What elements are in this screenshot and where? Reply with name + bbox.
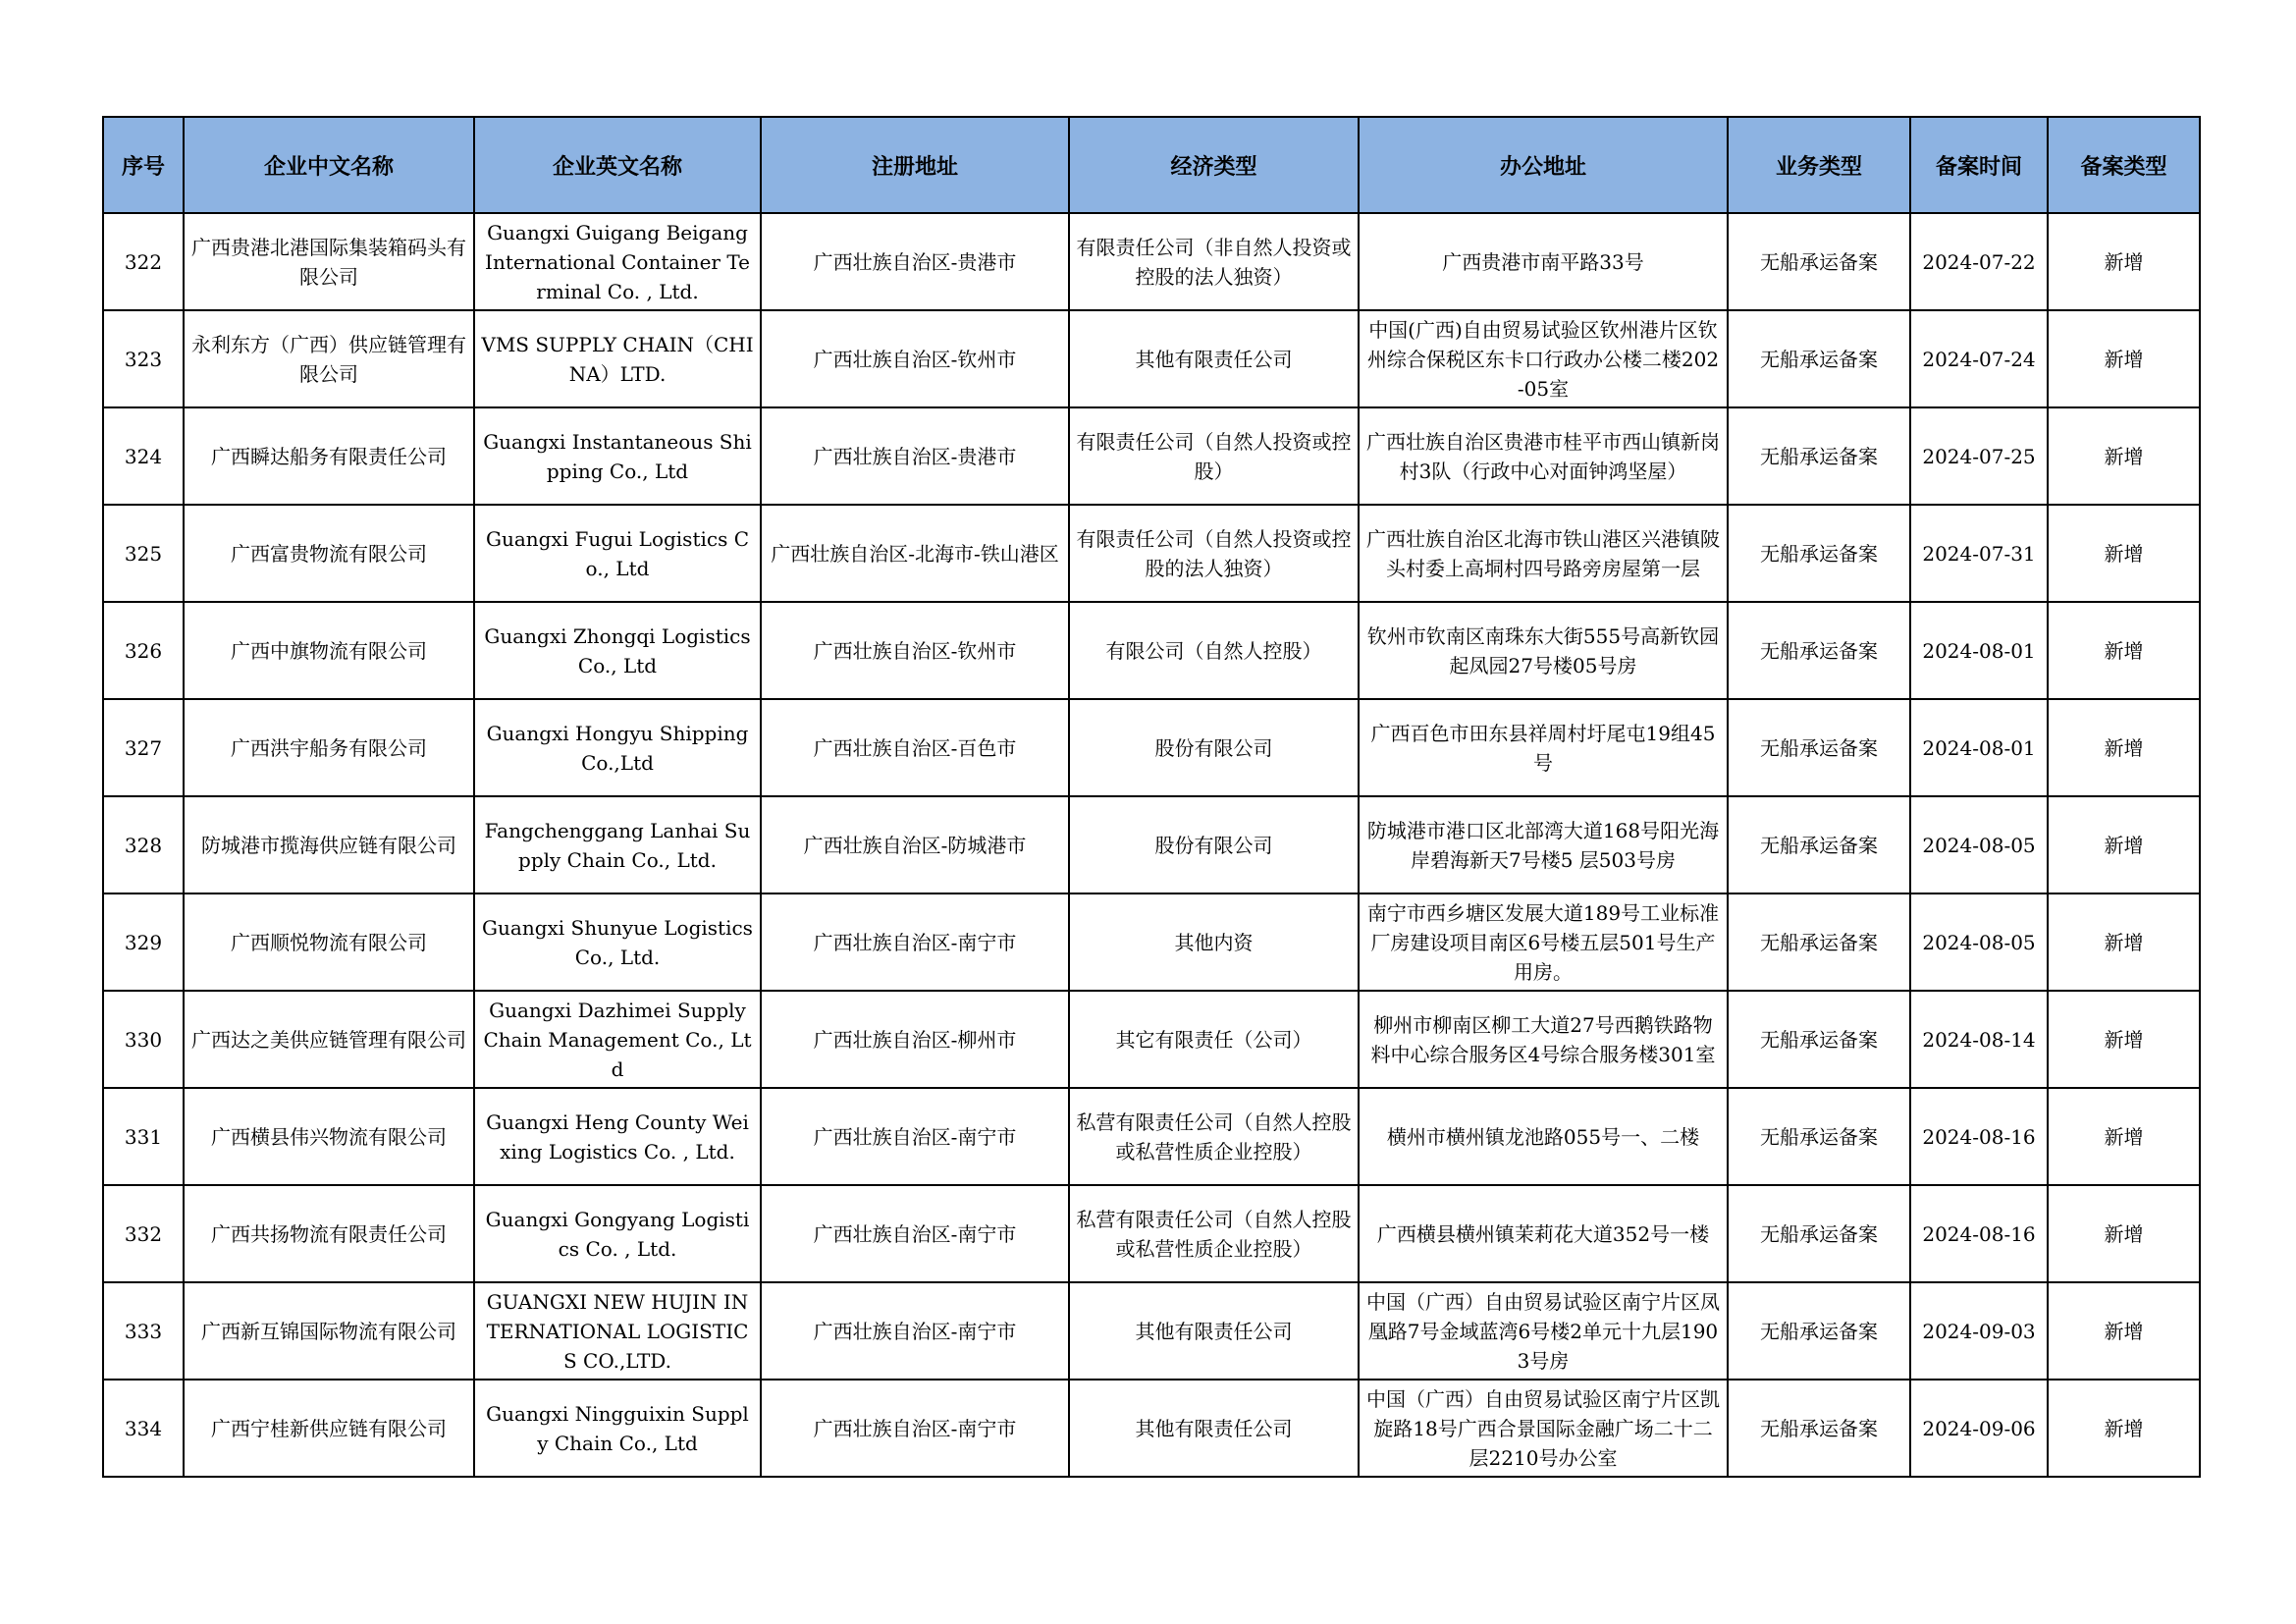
cell-cn-name: 广西宁桂新供应链有限公司 (184, 1380, 474, 1477)
cell-filing-type: 新增 (2048, 213, 2200, 310)
cell-cn-name: 广西新互锦国际物流有限公司 (184, 1282, 474, 1380)
cell-business-type: 无船承运备案 (1728, 602, 1910, 699)
cell-seq: 328 (103, 796, 184, 893)
cell-cn-name: 广西贵港北港国际集装箱码头有限公司 (184, 213, 474, 310)
cell-en-name: Guangxi Zhongqi Logistics Co., Ltd (474, 602, 761, 699)
cell-seq: 324 (103, 407, 184, 505)
cell-economic-type: 其他内资 (1069, 893, 1359, 991)
table-row (103, 1088, 2200, 1185)
cell-business-type: 无船承运备案 (1728, 991, 1910, 1088)
cell-business-type: 无船承运备案 (1728, 310, 1910, 407)
table-row (103, 602, 2200, 699)
cell-seq: 327 (103, 699, 184, 796)
table-body (103, 213, 2200, 1477)
cell-reg-address: 广西壮族自治区-南宁市 (761, 1088, 1069, 1185)
cell-economic-type: 其他有限责任公司 (1069, 310, 1359, 407)
cell-seq: 331 (103, 1088, 184, 1185)
cell-business-type: 无船承运备案 (1728, 1282, 1910, 1380)
cell-filing-date: 2024-07-24 (1910, 310, 2048, 407)
cell-reg-address: 广西壮族自治区-钦州市 (761, 310, 1069, 407)
table-row (103, 505, 2200, 602)
cell-en-name: VMS SUPPLY CHAIN（CHINA）LTD. (474, 310, 761, 407)
cell-business-type: 无船承运备案 (1728, 893, 1910, 991)
cell-filing-date: 2024-07-31 (1910, 505, 2048, 602)
cell-cn-name: 广西富贵物流有限公司 (184, 505, 474, 602)
cell-filing-type: 新增 (2048, 991, 2200, 1088)
cell-filing-date: 2024-09-06 (1910, 1380, 2048, 1477)
cell-economic-type: 有限责任公司（非自然人投资或控股的法人独资） (1069, 213, 1359, 310)
cell-filing-type: 新增 (2048, 407, 2200, 505)
cell-en-name: Guangxi Guigang Beigang International Container Terminal Co. , Ltd. (474, 213, 761, 310)
cell-filing-type: 新增 (2048, 699, 2200, 796)
cell-economic-type: 股份有限公司 (1069, 796, 1359, 893)
cell-economic-type: 私营有限责任公司（自然人控股或私营性质企业控股） (1069, 1088, 1359, 1185)
table-row (103, 796, 2200, 893)
cell-filing-type: 新增 (2048, 505, 2200, 602)
cell-business-type: 无船承运备案 (1728, 213, 1910, 310)
cell-en-name: GUANGXI NEW HUJIN INTERNATIONAL LOGISTICS CO.,LTD. (474, 1282, 761, 1380)
cell-business-type: 无船承运备案 (1728, 505, 1910, 602)
header-seq: 序号 (103, 117, 184, 213)
cell-seq: 325 (103, 505, 184, 602)
cell-en-name: Guangxi Instantaneous Shipping Co., Ltd (474, 407, 761, 505)
table-row (103, 310, 2200, 407)
cell-filing-type: 新增 (2048, 310, 2200, 407)
cell-economic-type: 私营有限责任公司（自然人控股或私营性质企业控股） (1069, 1185, 1359, 1282)
cell-en-name: Guangxi Shunyue Logistics Co., Ltd. (474, 893, 761, 991)
cell-seq: 334 (103, 1380, 184, 1477)
cell-cn-name: 广西达之美供应链管理有限公司 (184, 991, 474, 1088)
cell-filing-date: 2024-08-01 (1910, 602, 2048, 699)
cell-en-name: Guangxi Dazhimei Supply Chain Management Co., Ltd (474, 991, 761, 1088)
header-cn-name: 企业中文名称 (184, 117, 474, 213)
cell-seq: 333 (103, 1282, 184, 1380)
cell-business-type: 无船承运备案 (1728, 407, 1910, 505)
cell-economic-type: 有限公司（自然人控股） (1069, 602, 1359, 699)
cell-filing-date: 2024-08-01 (1910, 699, 2048, 796)
cell-reg-address: 广西壮族自治区-南宁市 (761, 1282, 1069, 1380)
cell-economic-type: 股份有限公司 (1069, 699, 1359, 796)
cell-office-address: 钦州市钦南区南珠东大街555号高新钦园起凤园27号楼05号房 (1359, 602, 1728, 699)
cell-business-type: 无船承运备案 (1728, 1380, 1910, 1477)
header-filing-type: 备案类型 (2048, 117, 2200, 213)
cell-filing-date: 2024-08-16 (1910, 1088, 2048, 1185)
cell-economic-type: 其他有限责任公司 (1069, 1380, 1359, 1477)
cell-filing-date: 2024-09-03 (1910, 1282, 2048, 1380)
table-row (103, 407, 2200, 505)
cell-seq: 322 (103, 213, 184, 310)
cell-office-address: 南宁市西乡塘区发展大道189号工业标准厂房建设项目南区6号楼五层501号生产用房。 (1359, 893, 1728, 991)
cell-cn-name: 广西中旗物流有限公司 (184, 602, 474, 699)
cell-en-name: Guangxi Hongyu Shipping Co.,Ltd (474, 699, 761, 796)
cell-office-address: 广西壮族自治区贵港市桂平市西山镇新岗村3队（行政中心对面钟鸿坚屋） (1359, 407, 1728, 505)
cell-cn-name: 广西横县伟兴物流有限公司 (184, 1088, 474, 1185)
cell-office-address: 中国（广西）自由贸易试验区南宁片区凯旋路18号广西合景国际金融广场二十二层2210号办公室 (1359, 1380, 1728, 1477)
cell-office-address: 柳州市柳南区柳工大道27号西鹅铁路物料中心综合服务区4号综合服务楼301室 (1359, 991, 1728, 1088)
cell-en-name: Guangxi Ningguixin Supply Chain Co., Ltd (474, 1380, 761, 1477)
cell-filing-type: 新增 (2048, 796, 2200, 893)
header-reg-address: 注册地址 (761, 117, 1069, 213)
header-business-type: 业务类型 (1728, 117, 1910, 213)
cell-seq: 329 (103, 893, 184, 991)
cell-en-name: Guangxi Fugui Logistics Co., Ltd (474, 505, 761, 602)
cell-business-type: 无船承运备案 (1728, 699, 1910, 796)
cell-office-address: 广西壮族自治区北海市铁山港区兴港镇陂头村委上高垌村四号路旁房屋第一层 (1359, 505, 1728, 602)
cell-business-type: 无船承运备案 (1728, 1088, 1910, 1185)
cell-filing-date: 2024-08-05 (1910, 893, 2048, 991)
cell-economic-type: 有限责任公司（自然人投资或控股的法人独资） (1069, 505, 1359, 602)
cell-office-address: 横州市横州镇龙池路055号一、二楼 (1359, 1088, 1728, 1185)
cell-reg-address: 广西壮族自治区-贵港市 (761, 407, 1069, 505)
header-filing-date: 备案时间 (1910, 117, 2048, 213)
cell-filing-date: 2024-08-14 (1910, 991, 2048, 1088)
cell-business-type: 无船承运备案 (1728, 796, 1910, 893)
table-row (103, 893, 2200, 991)
cell-office-address: 广西贵港市南平路33号 (1359, 213, 1728, 310)
cell-filing-type: 新增 (2048, 893, 2200, 991)
cell-office-address: 防城港市港口区北部湾大道168号阳光海岸碧海新天7号楼5 层503号房 (1359, 796, 1728, 893)
cell-office-address: 中国(广西)自由贸易试验区钦州港片区钦州综合保税区东卡口行政办公楼二楼202 -05室 (1359, 310, 1728, 407)
cell-reg-address: 广西壮族自治区-南宁市 (761, 1185, 1069, 1282)
filing-table (102, 116, 2201, 1478)
cell-office-address: 广西百色市田东县祥周村圩尾屯19组45号 (1359, 699, 1728, 796)
cell-cn-name: 广西共扬物流有限责任公司 (184, 1185, 474, 1282)
cell-office-address: 中国（广西）自由贸易试验区南宁片区凤凰路7号金域蓝湾6号楼2单元十九层1903号房 (1359, 1282, 1728, 1380)
cell-filing-type: 新增 (2048, 1185, 2200, 1282)
cell-filing-type: 新增 (2048, 602, 2200, 699)
cell-cn-name: 防城港市揽海供应链有限公司 (184, 796, 474, 893)
cell-reg-address: 广西壮族自治区-钦州市 (761, 602, 1069, 699)
cell-filing-type: 新增 (2048, 1380, 2200, 1477)
cell-reg-address: 广西壮族自治区-柳州市 (761, 991, 1069, 1088)
cell-reg-address: 广西壮族自治区-北海市-铁山港区 (761, 505, 1069, 602)
cell-filing-date: 2024-07-25 (1910, 407, 2048, 505)
cell-en-name: Fangchenggang Lanhai Supply Chain Co., Ltd. (474, 796, 761, 893)
cell-economic-type: 其他有限责任公司 (1069, 1282, 1359, 1380)
table-row (103, 1185, 2200, 1282)
cell-cn-name: 广西洪宇船务有限公司 (184, 699, 474, 796)
cell-cn-name: 广西顺悦物流有限公司 (184, 893, 474, 991)
cell-reg-address: 广西壮族自治区-南宁市 (761, 1380, 1069, 1477)
cell-reg-address: 广西壮族自治区-百色市 (761, 699, 1069, 796)
cell-filing-type: 新增 (2048, 1088, 2200, 1185)
cell-filing-date: 2024-08-16 (1910, 1185, 2048, 1282)
cell-business-type: 无船承运备案 (1728, 1185, 1910, 1282)
table-row (103, 1282, 2200, 1380)
cell-office-address: 广西横县横州镇茉莉花大道352号一楼 (1359, 1185, 1728, 1282)
cell-filing-date: 2024-07-22 (1910, 213, 2048, 310)
cell-filing-date: 2024-08-05 (1910, 796, 2048, 893)
header-office-address: 办公地址 (1359, 117, 1728, 213)
cell-cn-name: 广西瞬达船务有限责任公司 (184, 407, 474, 505)
cell-reg-address: 广西壮族自治区-防城港市 (761, 796, 1069, 893)
table-row (103, 213, 2200, 310)
cell-economic-type: 其它有限责任（公司） (1069, 991, 1359, 1088)
table-header (103, 117, 2200, 213)
header-en-name: 企业英文名称 (474, 117, 761, 213)
table-row (103, 991, 2200, 1088)
cell-filing-type: 新增 (2048, 1282, 2200, 1380)
cell-cn-name: 永利东方（广西）供应链管理有限公司 (184, 310, 474, 407)
cell-en-name: Guangxi Gongyang Logistics Co. , Ltd. (474, 1185, 761, 1282)
cell-seq: 332 (103, 1185, 184, 1282)
cell-seq: 323 (103, 310, 184, 407)
header-economic-type: 经济类型 (1069, 117, 1359, 213)
cell-en-name: Guangxi Heng County Weixing Logistics Co. , Ltd. (474, 1088, 761, 1185)
table-row (103, 1380, 2200, 1477)
cell-reg-address: 广西壮族自治区-贵港市 (761, 213, 1069, 310)
cell-economic-type: 有限责任公司（自然人投资或控股） (1069, 407, 1359, 505)
table-row (103, 699, 2200, 796)
cell-reg-address: 广西壮族自治区-南宁市 (761, 893, 1069, 991)
cell-seq: 330 (103, 991, 184, 1088)
cell-seq: 326 (103, 602, 184, 699)
